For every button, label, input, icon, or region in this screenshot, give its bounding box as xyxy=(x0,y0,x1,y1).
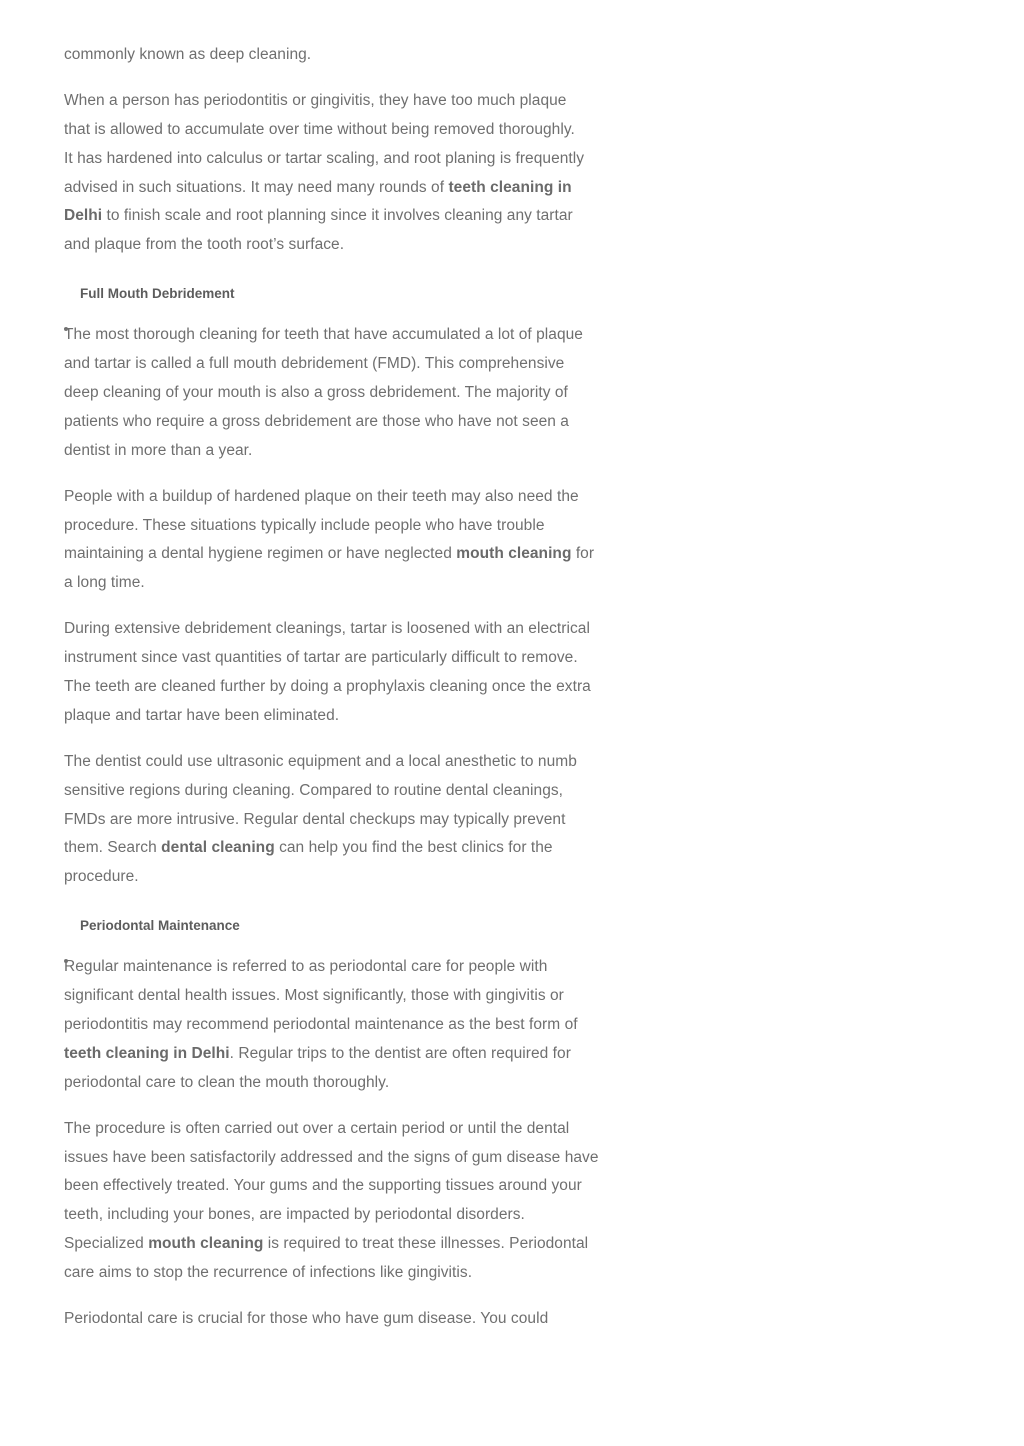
text-run: During extensive debridement cleanings, tartar is loosened with an electrical xyxy=(64,620,590,638)
paragraph-line xyxy=(64,1015,578,1035)
paragraph-line xyxy=(64,677,591,697)
paragraph-line xyxy=(64,1044,571,1064)
paragraph-line xyxy=(64,1263,472,1283)
paragraph-line xyxy=(64,516,545,536)
paragraph-line xyxy=(64,1073,389,1093)
text-run: commonly known as deep cleaning. xyxy=(64,46,312,63)
paragraph-line xyxy=(64,91,566,111)
paragraph-line xyxy=(64,957,547,977)
keyword-emphasis: mouth cleaning xyxy=(148,1235,264,1252)
keyword-emphasis: teeth cleaning in xyxy=(448,178,572,196)
text-run: The most thorough cleaning for teeth that have accumulated a lot of plaque xyxy=(64,326,583,344)
paragraph-line xyxy=(64,325,583,345)
keyword-emphasis: mouth cleaning xyxy=(456,545,572,563)
text-run: been effectively treated. Your gums and the supporting tissues around your xyxy=(64,1177,582,1195)
text-run: sensitive regions during cleaning. Compared to routine dental cleanings, xyxy=(64,781,564,799)
paragraph-line xyxy=(64,206,573,226)
text-run: and plaque from the tooth root’s surface. xyxy=(64,236,345,254)
paragraph-line xyxy=(64,810,565,830)
text-run: . Regular trips to the dentist are often required for xyxy=(229,1044,571,1062)
paragraph-line xyxy=(64,178,572,198)
text-run: care aims to stop the recurrence of infections like gingivitis. xyxy=(64,1263,473,1281)
text-run: them. Search xyxy=(64,839,162,857)
text-run: When a person has periodontitis or gingivitis, they have too much plaque xyxy=(64,92,567,110)
text-run: to finish scale and root planning since it involves cleaning any tartar xyxy=(102,207,573,225)
paragraph-line xyxy=(64,1205,525,1225)
text-run: for xyxy=(571,545,595,563)
text-run: teeth, including your bones, are impacted by periodontal disorders. xyxy=(64,1206,525,1224)
paragraph-line xyxy=(64,354,564,374)
text-run: a long time. xyxy=(64,574,145,592)
keyword-emphasis: teeth cleaning in Delhi xyxy=(64,1044,230,1062)
text-run: maintaining a dental hygiene regimen or have neglected xyxy=(64,545,457,563)
text-run: dentist in more than a year. xyxy=(64,441,253,459)
text-run: significant dental health issues. Most significantly, those with gingivitis or xyxy=(64,987,564,1005)
text-run: issues have been satisfactorily addressed and the signs of gum disease have xyxy=(64,1148,599,1166)
paragraph-line xyxy=(64,986,564,1006)
paragraph-line xyxy=(64,383,568,403)
paragraph-line xyxy=(64,706,339,726)
text-run: and tartar is called a full mouth debridement (FMD). This comprehensive xyxy=(64,355,565,373)
section-heading: Periodontal Maintenance xyxy=(80,918,240,934)
text-run: periodontal care to clean the mouth thoroughly. xyxy=(64,1073,390,1091)
paragraph-line xyxy=(64,648,578,668)
text-run: Specialized xyxy=(64,1235,149,1252)
paragraph-line xyxy=(64,45,311,65)
paragraph-line xyxy=(64,1148,599,1168)
paragraph-line xyxy=(64,235,344,255)
text-run: The dentist could use ultrasonic equipment and a local anesthetic to numb xyxy=(64,753,577,770)
text-run: periodontitis may recommend periodontal maintenance as the best form of xyxy=(64,1016,578,1033)
text-run: Regular maintenance is referred to as periodontal care for people with xyxy=(64,958,548,976)
text-run: that is allowed to accumulate over time without being removed thoroughly. xyxy=(64,121,575,138)
paragraph-line xyxy=(64,1234,588,1254)
text-run: It has hardened into calculus or tartar scaling, and root planing is frequently xyxy=(64,149,585,167)
paragraph-line xyxy=(64,1309,548,1329)
text-run: deep cleaning of your mouth is also a gross debridement. The majority of xyxy=(64,384,568,401)
text-run: plaque and tartar have been eliminated. xyxy=(64,706,340,724)
text-run: procedure. xyxy=(64,868,139,886)
paragraph-line xyxy=(64,619,590,639)
text-run: FMDs are more intrusive. Regular dental checkups may typically prevent xyxy=(64,810,566,828)
text-run: People with a buildup of hardened plaque on their teeth may also need the xyxy=(64,487,579,505)
text-run: The procedure is often carried out over a certain period or until the dental xyxy=(64,1119,570,1137)
section-heading: Full Mouth Debridement xyxy=(80,286,235,302)
text-run: is required to treat these illnesses. Periodontal xyxy=(263,1235,589,1252)
paragraph-line xyxy=(64,487,579,507)
paragraph-line xyxy=(64,441,252,461)
paragraph-line xyxy=(64,544,594,564)
paragraph-line xyxy=(64,120,575,140)
text-run: can help you find the best clinics for the xyxy=(274,839,553,857)
paragraph-line xyxy=(64,838,553,858)
paragraph-line xyxy=(64,1119,569,1139)
text-run: advised in such situations. It may need many rounds of xyxy=(64,178,449,196)
paragraph-line xyxy=(64,867,139,887)
text-run: Periodontal care is crucial for those who have gum disease. You could xyxy=(64,1310,549,1327)
paragraph-line xyxy=(64,781,563,801)
keyword-emphasis: dental cleaning xyxy=(161,839,275,857)
text-run: procedure. These situations typically include people who have trouble xyxy=(64,516,545,534)
paragraph-line xyxy=(64,412,569,432)
paragraph-line xyxy=(64,1176,582,1196)
text-run: patients who require a gross debridement are those who have not seen a xyxy=(64,412,569,430)
text-run: The teeth are cleaned further by doing a prophylaxis cleaning once the extra xyxy=(64,678,591,695)
paragraph-line xyxy=(64,573,145,593)
keyword-emphasis: Delhi xyxy=(64,207,103,225)
paragraph-line xyxy=(64,752,577,772)
paragraph-line xyxy=(64,149,584,169)
text-run: instrument since vast quantities of tartar are particularly difficult to remove. xyxy=(64,649,578,667)
